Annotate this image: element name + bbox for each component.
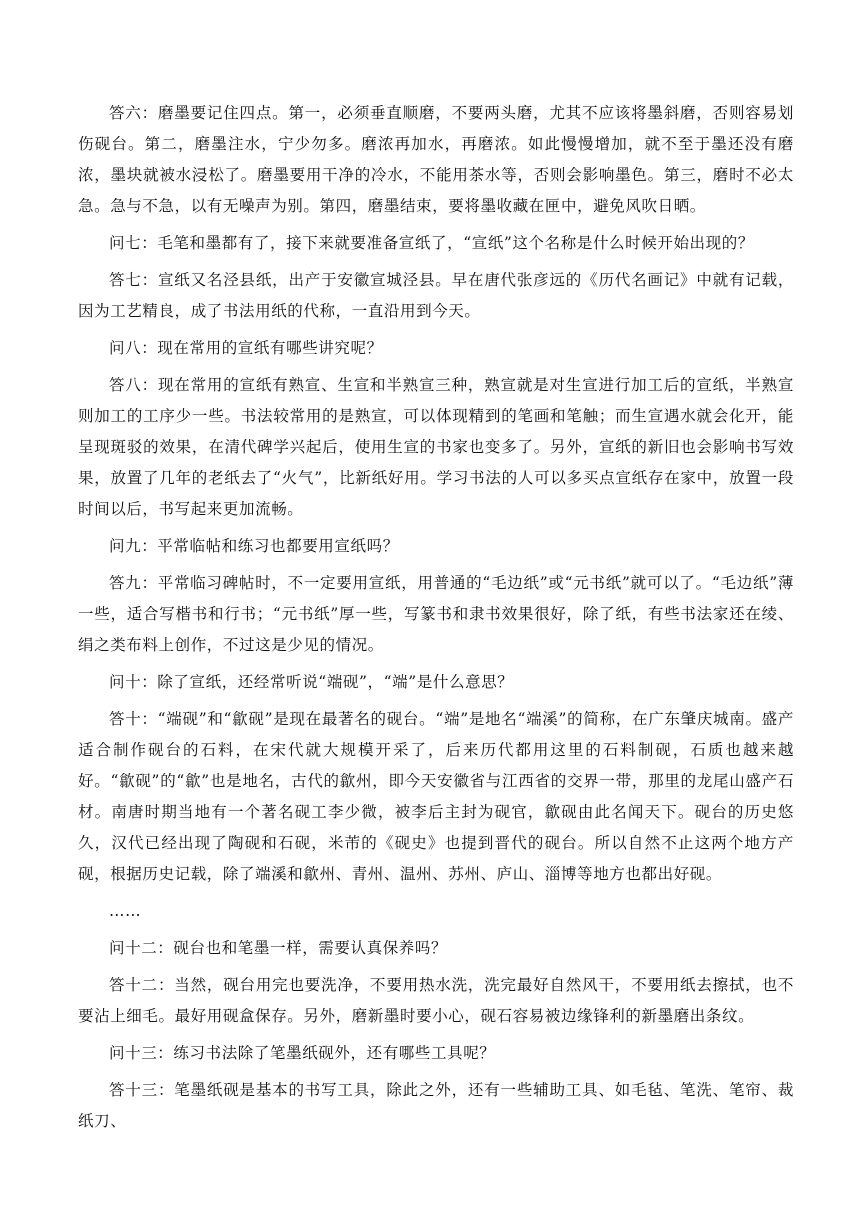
document-body <box>78 98 794 1137</box>
answer-8: 答八：现在常用的宣纸有熟宣、生宣和半熟宣三种，熟宣就是对生宣进行加工后的宣纸，半熟宣则加工的工序少一些。书法较常用的是熟宣，可以体现精到的笔画和笔触；而生宣遇水就会化开，能呈现斑驳的效果，在清代碑学兴起后，使用生宣的书家也变多了。另外，宣纸的新旧也会影响书写效果，放置了几年的老纸去了“火气”，比新纸好用。学习书法的人可以多买点宣纸存在家中，放置一段时间以后，书写起来更加流畅。 <box>78 376 794 518</box>
question-8: 问八：现在常用的宣纸有哪些讲究呢？ <box>109 339 383 357</box>
question-13: 问十三：练习书法除了笔墨纸砚外，还有哪些工具呢？ <box>109 1044 496 1062</box>
answer-12: 答十二：当然，砚台用完也要洗净，不要用热水洗，洗完最好自然风干，不要用纸去擦拭，也不要沾上细毛。最好用砚盒保存。另外，磨新墨时要小心，砚石容易被边缘锋利的新墨磨出条纹。 <box>78 976 794 1025</box>
answer-9: 答九：平常临习碑帖时，不一定要用宣纸，用普通的“毛边纸”或“元书纸”就可以了。“毛边纸”薄一些，适合写楷书和行书；“元书纸”厚一些，写篆书和隶书效果很好，除了纸，有些书法家还在绫、绢之类布料上创作，不过这是少见的情况。 <box>78 574 794 654</box>
question-10: 问十：除了宣纸，还经常听说“端砚”，“端”是什么意思？ <box>109 673 514 691</box>
answer-7: 答七：宣纸又名泾县纸，出产于安徽宣城泾县。早在唐代张彦远的《历代名画记》中就有记载，因为工艺精良，成了书法用纸的代称，一直沿用到今天。 <box>78 271 794 320</box>
answer-6: 答六：磨墨要记住四点。第一，必须垂直顺磨，不要两头磨，尤其不应该将墨斜磨，否则容易划伤砚台。第二，磨墨注水，宁少勿多。磨浓再加水，再磨浓。如此慢慢增加，就不至于墨还没有磨浓，墨块就被水浸松了。磨墨要用干净的冷水，不能用茶水等，否则会影响墨色。第三，磨时不必太急。急与不急，以有无噪声为别。第四，磨墨结束，要将墨收藏在匣中，避免风吹日晒。 <box>78 104 794 215</box>
ellipsis-separator: …… <box>109 902 142 920</box>
answer-10: 答十：“端砚”和“歙砚”是现在最著名的砚台。“端”是地名“端溪”的简称，在广东肇庆城南。盛产适合制作砚台的石料，在宋代就大规模开采了，后来历代都用这里的石料制砚，石质也越来越好。“歙砚”的“歙”也是地名，古代的歙州，即今天安徽省与江西省的交界一带，那里的龙尾山盛产石材。南唐时期当地有一个著名砚工李少微，被李后主封为砚官，歙砚由此名闻天下。砚台的历史悠久，汉代已经出现了陶砚和石砚，米芾的《砚史》也提到晋代的砚台。所以自然不止这两个地方产砚，根据历史记载，除了端溪和歙州、青州、温州、苏州、庐山、淄博等地方也都出好砚。 <box>78 710 794 883</box>
question-12: 问十二：砚台也和笔墨一样，需要认真保养吗？ <box>109 939 448 957</box>
answer-13: 答十三：笔墨纸砚是基本的书写工具，除此之外，还有一些辅助工具、如毛毡、笔洗、笔帘、裁纸刀、 <box>78 1081 794 1130</box>
question-7: 问七：毛笔和墨都有了，接下来就要准备宣纸了，“宣纸”这个名称是什么时候开始出现的？ <box>109 234 754 252</box>
question-9: 问九：平常临帖和练习也都要用宣纸吗？ <box>109 537 399 555</box>
